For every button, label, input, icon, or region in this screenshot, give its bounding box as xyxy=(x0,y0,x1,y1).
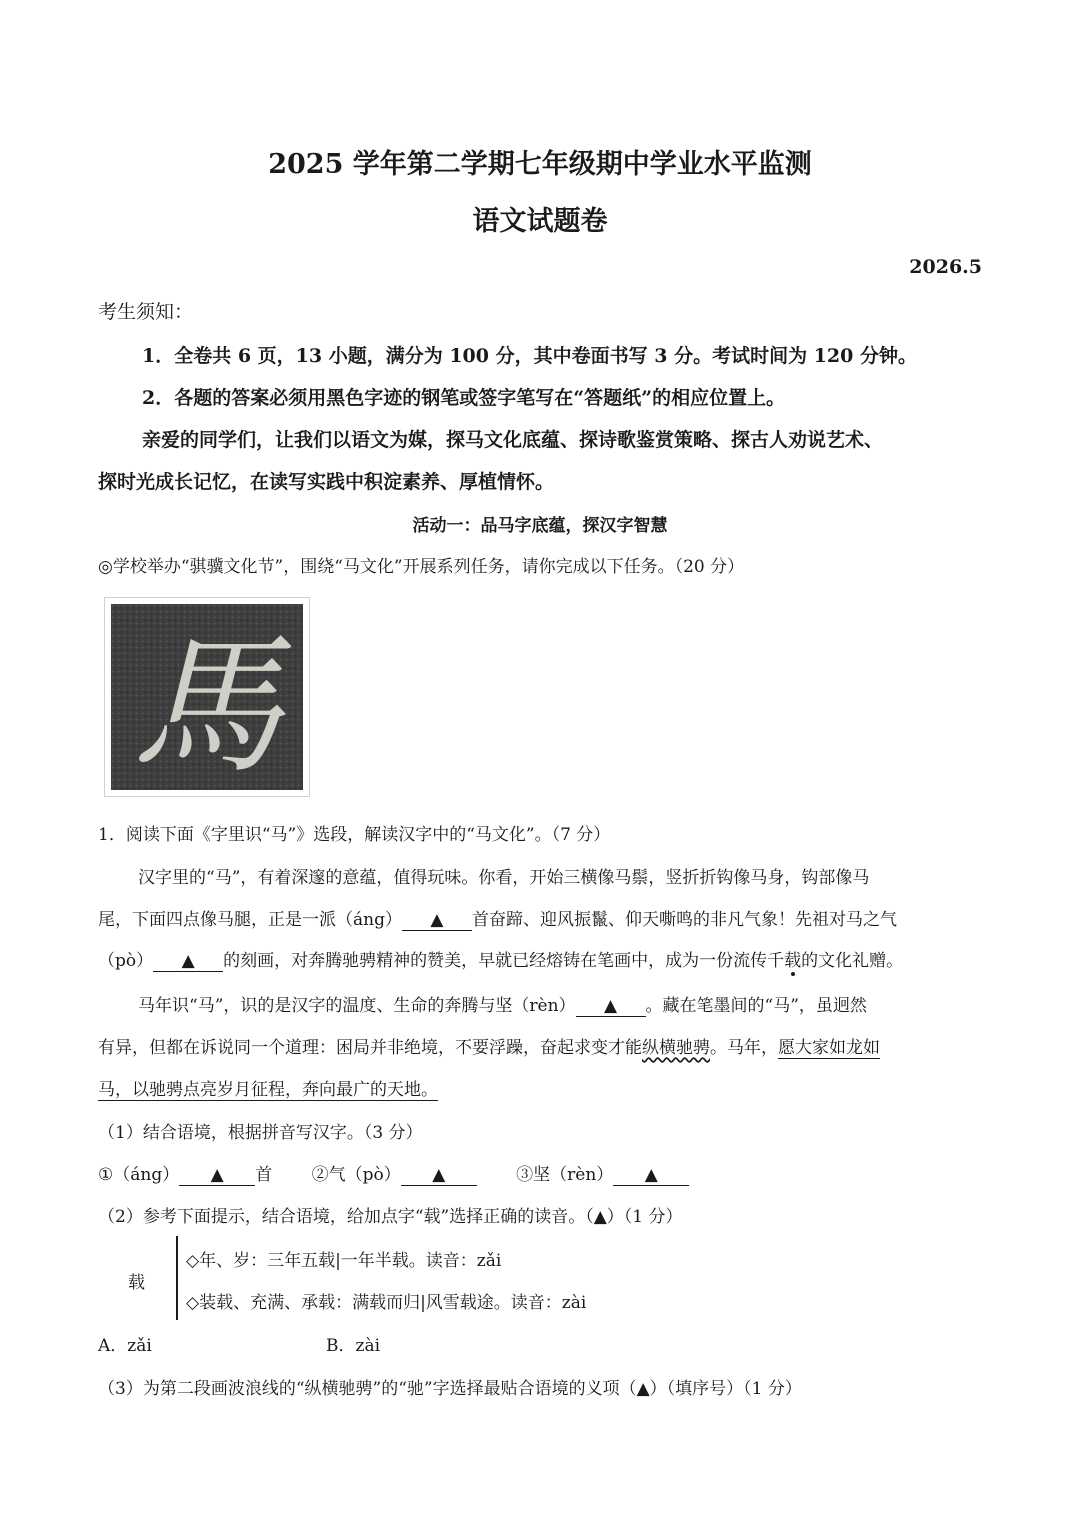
blank-ang[interactable]: ▲ xyxy=(402,912,472,931)
passage-p2-line1: 马年识“马”，识的是汉字的温度、生命的奔腾与坚（rèn） ▲ 。藏在笔墨间的“马”，虽迥然 xyxy=(138,996,867,1016)
exam-subtitle: 语文试题卷 xyxy=(472,206,608,237)
sub1-prompt: （1）结合语境，根据拼音写汉字。（3 分） xyxy=(98,1123,423,1143)
wavy-underlined-phrase: 纵横驰骋 xyxy=(642,1038,710,1058)
hint-line-2: ◇装载、充满、承载：满载而归|风雪载途。读音：zài xyxy=(186,1293,587,1313)
passage-p1-line1: 汉字里的“马”，有着深邃的意蕴，值得玩味。你看，开始三横像马鬃，竖折折钩像马身，钩部像马 xyxy=(138,868,870,888)
passage-p2-line3 xyxy=(98,1075,438,1100)
calligraphy-character: 馬 xyxy=(131,620,283,794)
blank-po[interactable]: ▲ xyxy=(153,953,223,972)
notice-item-2: 2．各题的答案必须用黑色字迹的钢笔或签字笔写在“答题纸”的相应位置上。 xyxy=(142,387,786,409)
exam-date: 2026.5 xyxy=(909,256,982,278)
sub1-answers: ①（áng） ▲ 首 ②气（pò） ▲ ③坚（rèn） ▲ xyxy=(98,1160,689,1186)
sub3-prompt: （3）为第二段画波浪线的“纵横驰骋”的“驰”字选择最贴合语境的义项（▲）（填序号）（1 分） xyxy=(98,1379,802,1399)
passage-p1-line2: 尾，下面四点像马腿，正是一派（áng） ▲ 首奋蹄、迎风振鬣、仰天嘶鸣的非凡气象！先祖对马之气 xyxy=(98,910,897,930)
answer-blank-2[interactable]: ▲ xyxy=(401,1167,477,1186)
answer-blank-1[interactable]: ▲ xyxy=(179,1167,255,1186)
intro-line-2: 探时光成长记忆，在读写实践中积淀素养、厚植情怀。 xyxy=(98,471,555,493)
activity-task: ◎学校举办“骐骥文化节”，围绕“马文化”开展系列任务，请你完成以下任务。（20 分） xyxy=(98,557,745,577)
answer-blank-3[interactable]: ▲ xyxy=(613,1167,689,1186)
calligraphy-image xyxy=(104,597,310,797)
intro-line-1: 亲爱的同学们，让我们以语文为媒，探马文化底蕴、探诗歌鉴赏策略、探古人劝说艺术、 xyxy=(142,429,884,451)
notice-item-1: 1．全卷共 6 页，13 小题，满分为 100 分，其中卷面书写 3 分。考试时间为 120 分钟。 xyxy=(142,345,917,367)
option-a[interactable]: A．zǎi xyxy=(98,1336,152,1356)
hint-brace xyxy=(176,1236,178,1320)
blank-ren[interactable]: ▲ xyxy=(576,998,646,1017)
hint-char-zai: 载 xyxy=(128,1273,145,1293)
underlined-sentence-part2: 马，以驰骋点亮岁月征程，奔向最广的天地。 xyxy=(98,1080,438,1100)
dotted-char-zai: 载 xyxy=(784,951,802,971)
question1-stem: 1．阅读下面《字里识“马”》选段，解读汉字中的“马文化”。（7 分） xyxy=(98,825,611,845)
option-b[interactable]: B．zài xyxy=(326,1336,381,1356)
notice-heading: 考生须知： xyxy=(98,301,194,323)
underlined-sentence-part1: 愿大家如龙如 xyxy=(778,1038,880,1058)
exam-title: 2025 学年第二学期七年级期中学业水平监测 xyxy=(268,149,812,180)
sub2-prompt: （2）参考下面提示，结合语境，给加点字“载”选择正确的读音。（▲）（1 分） xyxy=(98,1207,683,1227)
hint-line-1: ◇年、岁：三年五载|一年半载。读音：zǎi xyxy=(186,1251,502,1271)
passage-p2-line2: 有异，但都在诉说同一个道理：困局并非绝境，不要浮躁，奋起求变才能纵横驰骋。马年，愿大家如龙如 xyxy=(98,1038,880,1058)
activity-heading: 活动一：品马字底蕴，探汉字智慧 xyxy=(412,516,668,536)
passage-p1-line3: （pò） ▲ 的刻画，对奔腾驰骋精神的赞美，早就已经熔铸在笔画中，成为一份流传千载的文化礼赠。 xyxy=(98,951,904,971)
